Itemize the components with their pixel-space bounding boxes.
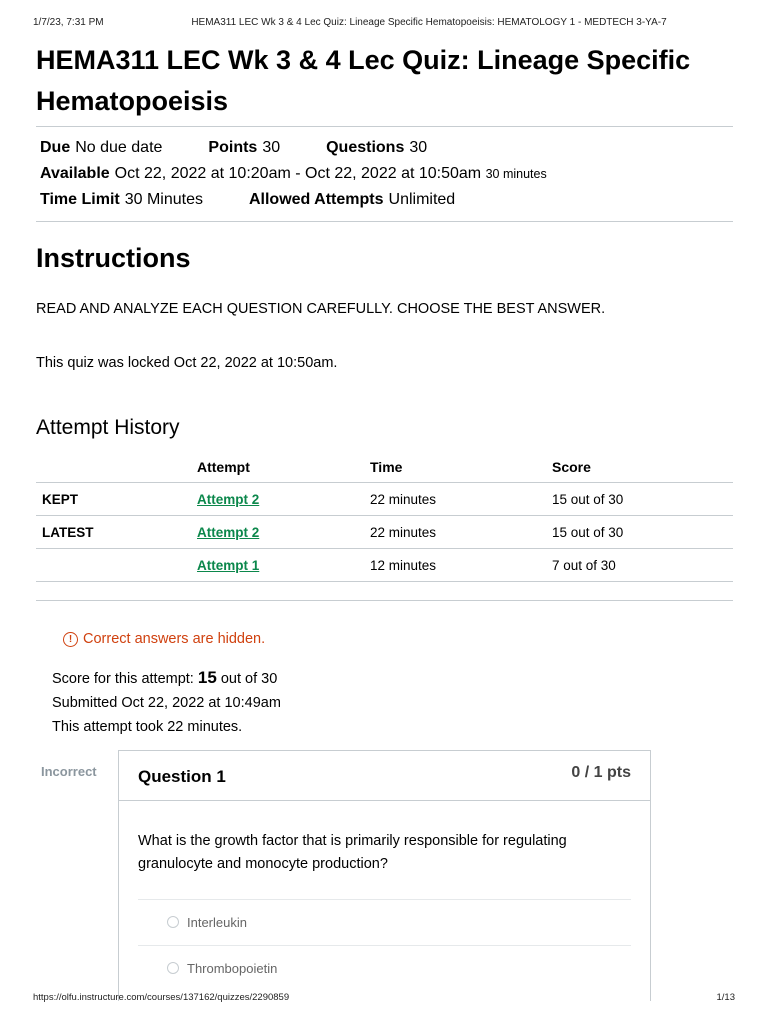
divider — [36, 126, 733, 127]
quiz-locked-notice: This quiz was locked Oct 22, 2022 at 10:50am. — [36, 355, 338, 371]
attempt-link[interactable]: Attempt 2 — [197, 524, 260, 540]
allowed-attempts-label: Allowed Attempts — [248, 191, 384, 208]
question-text: What is the growth factor that is primarily responsible for regulating granulocyte and monocyte production? — [138, 833, 567, 872]
print-url: https://olfu.instructure.com/courses/137162/quizzes/2290859 — [33, 992, 290, 1003]
questions-label: Questions — [326, 139, 405, 156]
attempt-score: 15 out of 30 — [552, 483, 733, 516]
quiz-meta-row-3 — [40, 190, 455, 210]
questions-value: 30 — [409, 139, 428, 156]
page-title: HEMA311 LEC Wk 3 & 4 Lec Quiz: Lineage Specific Hematopoeisis — [36, 45, 691, 116]
column-header-attempt: Attempt — [197, 452, 370, 483]
time-limit-label: Time Limit — [40, 191, 120, 208]
attempt-score: 15 out of 30 — [552, 516, 733, 549]
duration-line: This attempt took 22 minutes. — [52, 719, 243, 735]
divider — [36, 221, 733, 222]
score-line — [52, 666, 281, 691]
quiz-meta-row-1 — [40, 138, 427, 158]
page-number: 1/13 — [716, 992, 735, 1003]
print-page-title: HEMA311 LEC Wk 3 & 4 Lec Quiz: Lineage Specific Hematopoeisis: HEMATOLOGY 1 - MEDTECH 3-YA-7 — [191, 17, 667, 28]
table-row — [36, 516, 733, 549]
table-header-row — [36, 452, 733, 483]
attempt-history-table — [36, 452, 733, 582]
points-value: 30 — [262, 139, 281, 156]
question-points: 0 / 1 pts — [571, 764, 631, 781]
instructions-heading: Instructions — [36, 243, 191, 273]
time-limit-value: 30 Minutes — [124, 191, 203, 208]
attempt-link[interactable]: Attempt 2 — [197, 491, 260, 507]
table-row — [36, 483, 733, 516]
available-value: Oct 22, 2022 at 10:20am - Oct 22, 2022 at 10:50am — [114, 165, 482, 182]
due-value: No due date — [75, 139, 163, 156]
question-status-label: Incorrect — [41, 764, 97, 779]
question-header — [119, 751, 650, 801]
row-label: LATEST — [36, 516, 197, 549]
score-suffix: out of 30 — [220, 671, 278, 687]
attempt-time: 22 minutes — [370, 516, 552, 549]
row-label: KEPT — [36, 483, 197, 516]
answer-label: Thrombopoietin — [187, 961, 278, 976]
attempt-time: 22 minutes — [370, 483, 552, 516]
instructions-text: READ AND ANALYZE EACH QUESTION CAREFULLY. CHOOSE THE BEST ANSWER. — [36, 301, 606, 317]
print-header — [33, 17, 735, 31]
attempt-score-summary — [52, 666, 281, 739]
score-prefix: Score for this attempt: — [52, 671, 194, 687]
attempt-time: 12 minutes — [370, 549, 552, 582]
attempt-history-heading: Attempt History — [36, 416, 180, 439]
question-card — [118, 750, 651, 1001]
exclamation-circle-icon: ! — [63, 632, 78, 647]
due-label: Due — [40, 139, 71, 156]
print-timestamp: 1/7/23, 7:31 PM — [33, 17, 104, 28]
allowed-attempts-value: Unlimited — [388, 191, 456, 208]
answer-option[interactable] — [138, 899, 631, 946]
column-header — [36, 452, 197, 483]
row-label — [36, 549, 197, 582]
correct-answers-hidden-notice — [63, 631, 265, 647]
available-label: Available — [40, 165, 110, 182]
answer-option[interactable] — [138, 945, 631, 992]
attempt-link[interactable]: Attempt 1 — [197, 557, 260, 573]
answer-label: Interleukin — [187, 915, 247, 930]
available-duration: 30 minutes — [485, 167, 547, 181]
quiz-meta-row-2 — [40, 164, 547, 184]
radio-button-icon[interactable] — [167, 962, 179, 974]
points-label: Points — [208, 139, 258, 156]
column-header-time: Time — [370, 452, 552, 483]
submitted-line: Submitted Oct 22, 2022 at 10:49am — [52, 695, 281, 711]
question-title: Question 1 — [138, 767, 226, 786]
hidden-note-text: Correct answers are hidden. — [83, 631, 266, 647]
attempt-score: 7 out of 30 — [552, 549, 733, 582]
column-header-score: Score — [552, 452, 733, 483]
divider — [36, 600, 733, 601]
score-value: 15 — [197, 668, 217, 687]
table-row — [36, 549, 733, 582]
radio-button-icon[interactable] — [167, 916, 179, 928]
